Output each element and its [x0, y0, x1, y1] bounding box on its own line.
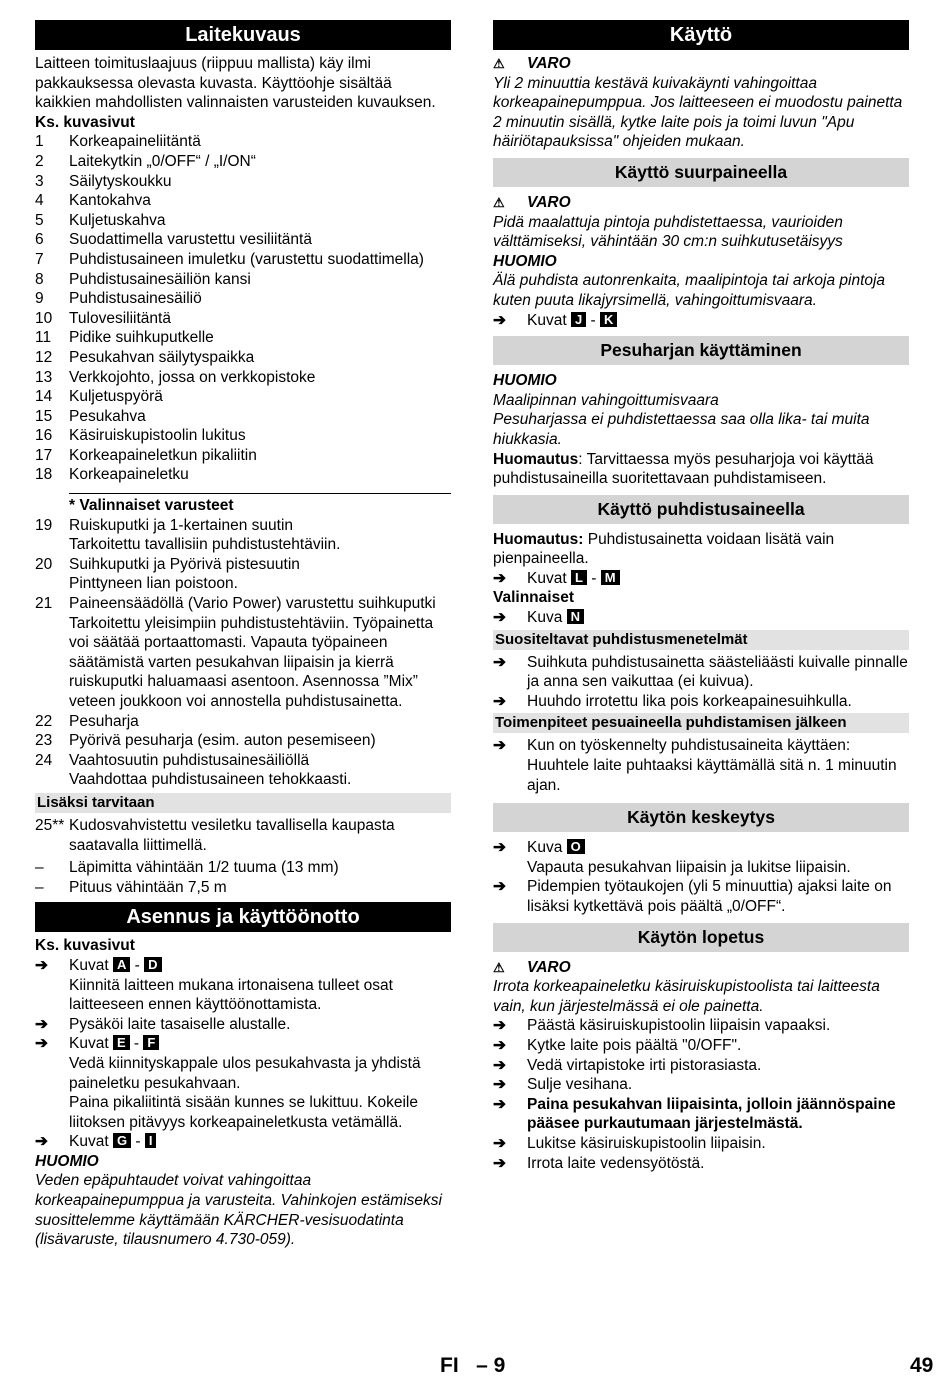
- section-heading-lopetus: Käytön lopetus: [493, 923, 909, 952]
- step: ➔ Irrota laite vedensyötöstä.: [493, 1154, 705, 1172]
- see-figures: Ks. kuvasivut: [35, 937, 135, 955]
- subheading-methods: Suositeltavat puhdistusmenetelmät: [493, 630, 909, 650]
- arrow-icon: ➔: [493, 737, 506, 755]
- list-item: 8 Puhdistusainesäiliön kansi: [35, 270, 251, 288]
- list-item: 3 Säilytyskoukku: [35, 172, 172, 190]
- section-heading-pesuharja: Pesuharjan käyttäminen: [493, 336, 909, 365]
- step-text: Vedä kiinnityskappale ulos pesukahvasta ja yhdistä paineletku pesukahvaan.: [69, 1054, 421, 1092]
- list-item: 6 Suodattimella varustettu vesiliitäntä: [35, 231, 312, 249]
- left-column: [35, 20, 451, 1250]
- figure-tag: L: [571, 570, 587, 585]
- divider: [69, 493, 451, 494]
- list-item: 2 Laitekytkin „0/OFF“ / „I/ON“: [35, 152, 256, 170]
- figure-tag: F: [143, 1035, 159, 1050]
- figure-tag: K: [600, 312, 617, 327]
- optional-list: [35, 516, 451, 790]
- note-heading: HUOMIO: [493, 252, 557, 270]
- warning-icon: ⚠: [493, 959, 505, 975]
- warning-icon: ⚠: [493, 194, 505, 210]
- remark: Huomautus: Tarvittaessa myös pesuharjoja voi käyttää puhdistusaineilla suoritettavaan puhdistamiseen.: [493, 450, 874, 488]
- list-item: 15 Pesukahva: [35, 407, 146, 425]
- step-text: Paina pikaliitintä sisään kunnes se lukittuu. Kokeile liitoksen pitävyys korkeapaineletkusta vetämällä.: [69, 1094, 418, 1131]
- step: ➔ Kuvat J - K: [493, 311, 909, 331]
- list-item: 14 Kuljetuspyörä: [35, 388, 163, 406]
- warning: ⚠ VARO: [493, 958, 571, 976]
- arrow-icon: ➔: [493, 1056, 506, 1074]
- arrow-icon: ➔: [493, 653, 506, 671]
- arrow-icon: ➔: [35, 1015, 48, 1033]
- section-heading-suurpaine: Käyttö suurpaineella: [493, 158, 909, 187]
- page-number: 49: [910, 1354, 934, 1377]
- step: ➔ Suihkuta puhdistusainetta säästeliäästi kuivalle pinnalle ja anna sen vaikuttaa (ei kuivua).: [493, 653, 908, 691]
- note-text: Veden epäpuhtaudet voivat vahingoittaa korkeapainepumppua ja varusteita. Vahinkojen estämiseksi suosittelemme käyttämään KÄRCHER-vesisuodatinta (lisävaruste, tilausnumero 4.730-059).: [35, 1172, 442, 1249]
- section-heading-asennus: Asennus ja käyttöönotto: [35, 902, 451, 932]
- remark: Huomautus: Puhdistusainetta voidaan lisätä vain pienpaineella.: [493, 530, 835, 568]
- figure-tag: J: [571, 312, 586, 327]
- section-heading-kaytto: Käyttö: [493, 20, 909, 50]
- list-item: 19 Ruiskuputki ja 1-kertainen suutin Tarkoitettu tavallisiin puhdistustehtäviin.: [35, 516, 341, 554]
- list-item: 13 Verkkojohto, jossa on verkkopistoke: [35, 368, 316, 386]
- optional-label: Valinnaiset: [493, 589, 574, 607]
- warning-text: Pidä maalattuja pintoja puhdistettaessa, vaurioiden välttämiseksi, vähintään 30 cm:n suihkutusetäisyys: [493, 213, 843, 251]
- step: ➔ Kytke laite pois päältä "0/OFF".: [493, 1036, 742, 1054]
- list-item: 16 Käsiruiskupistoolin lukitus: [35, 427, 246, 445]
- arrow-icon: ➔: [493, 1036, 506, 1054]
- list-item: 20 Suihkuputki ja Pyörivä pistesuutin Pinttyneen lian poistoon.: [35, 555, 300, 593]
- section-heading-laitekuvaus: Laitekuvaus: [35, 20, 451, 50]
- see-figures: Ks. kuvasivut: [35, 113, 135, 131]
- step: ➔ Kuvat E - F: [35, 1034, 451, 1054]
- step: ➔ Pidempien työtaukojen (yli 5 minuuttia) ajaksi laite on lisäksi kytkettävä pois päältä „0/OFF“.: [493, 878, 892, 915]
- list-item: 4 Kantokahva: [35, 192, 151, 210]
- arrow-icon: ➔: [493, 1095, 506, 1113]
- list-item: 7 Puhdistusaineen imuletku (varustettu suodattimella): [35, 250, 424, 268]
- step: ➔ Kuvat G - I: [35, 1132, 451, 1152]
- arrow-icon: ➔: [493, 1134, 506, 1152]
- subheading-after: Toimenpiteet pesuaineella puhdistamisen jälkeen: [493, 713, 909, 733]
- list-item: 25** Kudosvahvistettu vesiletku tavallisella kaupasta saatavalla liittimellä.: [35, 816, 395, 854]
- figure-tag: E: [113, 1035, 130, 1050]
- step: ➔ Lukitse käsiruiskupistoolin liipaisin.: [493, 1134, 766, 1152]
- list-item: 21 Paineensäädöllä (Vario Power) varustettu suihkuputki Tarkoitettu yleisimpiin puhdistustehtäviin. Työpainetta voi säätää portaattomasti. Vapauta työpaineen säätämistä varten pesukahvan liipaisin ja kierrä ruiskuputki haluamaasi asentoon. Asennossa ”Mix” veteen joukkoon voi annostella puhdistusainetta.: [35, 595, 436, 710]
- arrow-icon: ➔: [493, 1076, 506, 1094]
- figure-tag: I: [145, 1133, 157, 1148]
- step: ➔ Kuva O: [493, 838, 909, 858]
- step: ➔ Pysäköi laite tasaiselle alustalle.: [35, 1015, 291, 1033]
- footer-section-label: FI – 9: [440, 1354, 506, 1377]
- figure-tag: O: [567, 839, 585, 854]
- arrow-icon: ➔: [493, 692, 506, 710]
- note-text: Maalipinnan vahingoittumisvaara: [493, 391, 719, 409]
- figure-tag: M: [601, 570, 620, 585]
- section-heading-keskeytys: Käytön keskeytys: [493, 803, 909, 832]
- list-item: – Pituus vähintään 7,5 m: [35, 878, 227, 896]
- parts-list: [35, 132, 451, 485]
- note-text: Pesuharjassa ei puhdistettaessa saa olla lika- tai muita hiukkasia.: [493, 411, 870, 448]
- extra-heading: Lisäksi tarvitaan: [35, 793, 451, 813]
- arrow-icon: ➔: [493, 609, 506, 627]
- list-item: 24 Vaahtosuutin puhdistusainesäiliöllä Vaahdottaa puhdistusaineen tehokkaasti.: [35, 751, 352, 789]
- step: ➔ Huuhdo irrotettu lika pois korkeapainesuihkulla.: [493, 692, 852, 710]
- warning-text: Irrota korkeapaineletku käsiruiskupistoolista tai laitteesta vain, kun järjestelmässä ei ole painetta.: [493, 978, 880, 1015]
- figure-tag: G: [113, 1133, 131, 1148]
- step: ➔ Kun on työskennelty puhdistusaineita käyttäen: Huuhtele laite puhtaaksi käyttämällä sitä n. 1 minuutin ajan.: [493, 737, 897, 794]
- section-heading-puhdistusaine: Käyttö puhdistusaineella: [493, 495, 909, 524]
- arrow-icon: ➔: [493, 1017, 506, 1035]
- step: ➔ Vedä virtapistoke irti pistorasiasta.: [493, 1056, 762, 1074]
- note-heading: HUOMIO: [493, 372, 557, 390]
- arrow-icon: ➔: [493, 1154, 506, 1172]
- figure-tag: A: [113, 957, 130, 972]
- warning: ⚠ VARO: [493, 193, 571, 211]
- intro-text: Laitteen toimituslaajuus (riippuu mallista) käy ilmi pakkauksessa olevasta kuvasta. Käyttöohje sisältää kaikkien mahdollisten valinnaisten varusteiden kuvauksen.: [35, 55, 436, 112]
- arrow-icon: ➔: [493, 569, 506, 587]
- list-item: – Läpimitta vähintään 1/2 tuuma (13 mm): [35, 859, 339, 877]
- step: ➔ Paina pesukahvan liipaisinta, jolloin jäännöspaine pääsee purkautumaan järjestelmästä.: [493, 1095, 896, 1133]
- warning-text: Yli 2 minuuttia kestävä kuivakäynti vahingoittaa korkeapainepumppua. Jos laitteeseen ei muodostu painetta 2 minuutin sisällä, kytke laite pois ja toimi luvun "Apu häiriötapauksissa" ohjeiden mukaan.: [493, 74, 903, 151]
- list-item: 12 Pesukahvan säilytyspaikka: [35, 348, 255, 366]
- arrow-icon: ➔: [35, 1133, 48, 1151]
- step: ➔ Kuvat A - D: [35, 956, 451, 976]
- step-text: Vapauta pesukahvan liipaisin ja lukitse liipaisin.: [527, 858, 851, 876]
- step: ➔ Sulje vesihana.: [493, 1076, 633, 1094]
- list-item: 10 Tulovesiliitäntä: [35, 309, 171, 327]
- arrow-icon: ➔: [493, 839, 506, 857]
- step-text: Kiinnitä laitteen mukana irtonaisena tulleet osat laitteeseen ennen käyttöönottamista.: [69, 976, 393, 1014]
- step: ➔ Päästä käsiruiskupistoolin liipaisin vapaaksi.: [493, 1017, 831, 1035]
- list-item: 17 Korkeapaineletkun pikaliitin: [35, 446, 257, 464]
- note-heading: HUOMIO: [35, 1152, 99, 1170]
- step: ➔ Kuvat L - M: [493, 569, 909, 589]
- arrow-icon: ➔: [35, 956, 48, 974]
- note-text: Älä puhdista autonrenkaita, maalipintoja tai arkoja pintoja kuten puuta likajyrsimellä, vahingoittumisvaara.: [493, 272, 886, 309]
- warning: ⚠ VARO: [493, 55, 571, 72]
- optional-heading: * Valinnaiset varusteet: [69, 497, 234, 515]
- arrow-icon: ➔: [493, 878, 506, 896]
- list-item: 5 Kuljetuskahva: [35, 211, 166, 229]
- list-item: 11 Pidike suihkuputkelle: [35, 329, 214, 347]
- figure-tag: N: [567, 609, 584, 624]
- list-item: 18 Korkeapaineletku: [35, 466, 189, 484]
- warning-icon: ⚠: [493, 56, 505, 71]
- arrow-icon: ➔: [35, 1035, 48, 1053]
- figure-tag: D: [144, 957, 161, 972]
- list-item: 23 Pyörivä pesuharja (esim. auton pesemiseen): [35, 732, 376, 750]
- list-item: 1 Korkeapaineliitäntä: [35, 133, 201, 151]
- arrow-icon: ➔: [493, 311, 506, 329]
- list-item: 9 Puhdistusainesäiliö: [35, 290, 202, 308]
- step: ➔ Kuva N: [493, 608, 909, 628]
- right-column: [493, 20, 909, 1173]
- list-item: 22 Pesuharja: [35, 712, 139, 730]
